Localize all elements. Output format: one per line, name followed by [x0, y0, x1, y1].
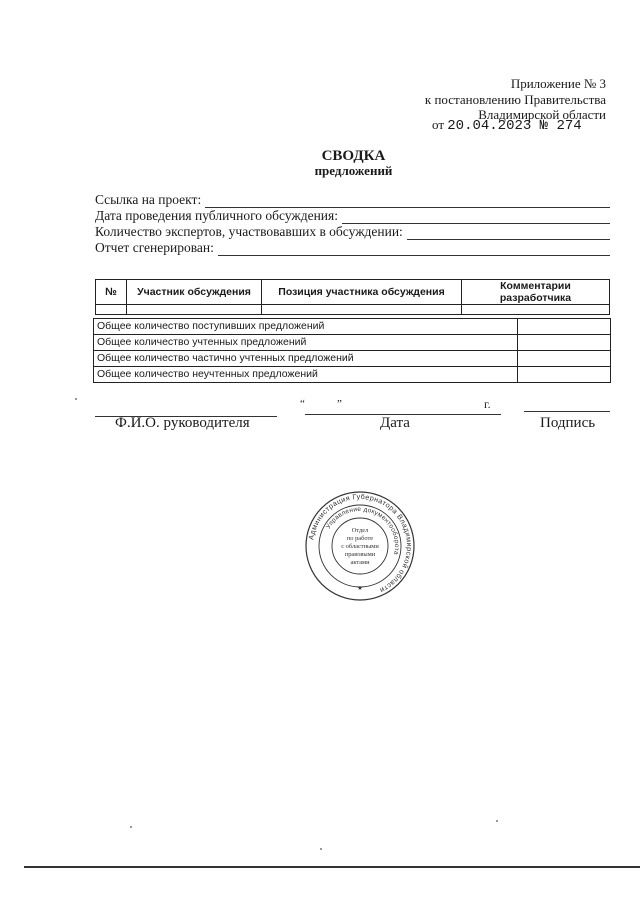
- fill-line[interactable]: [205, 194, 610, 208]
- scan-speck: [320, 848, 322, 850]
- official-seal-stamp: [304, 490, 416, 602]
- table-row: [96, 305, 610, 315]
- seal-center-line: по работе: [346, 535, 374, 542]
- table-cell[interactable]: [127, 305, 262, 315]
- seal-center-line: Отдел: [351, 527, 369, 534]
- sign-signature-line[interactable]: [524, 410, 610, 412]
- summary-value[interactable]: [518, 335, 611, 351]
- date-caption: Дата: [380, 415, 410, 431]
- summary-label: Общее количество неучтенных предложений: [94, 367, 518, 383]
- seal-center-line: актами: [350, 559, 370, 566]
- summary-label: Общее количество учтенных предложений: [94, 335, 518, 351]
- seal-center-line: с областными: [341, 543, 379, 550]
- table-cell[interactable]: [462, 305, 610, 315]
- appendix-date: [432, 117, 582, 134]
- summary-table: [93, 318, 611, 383]
- quote-open: “: [300, 398, 305, 410]
- proposals-table: [95, 279, 610, 315]
- scan-speck: [75, 398, 77, 400]
- field-label: Ссылка на проект:: [95, 192, 202, 207]
- field-discussion-date: [95, 208, 610, 224]
- col-number: №: [96, 280, 127, 305]
- table-row: [94, 351, 611, 367]
- summary-value[interactable]: [518, 319, 611, 335]
- col-position: Позиция участника обсуждения: [262, 280, 462, 305]
- seal-outer-text: Администрация Губернатора Владимирской области: [306, 491, 415, 596]
- date-prefix: от: [432, 117, 445, 132]
- seal-star-icon: ★: [357, 586, 363, 592]
- table-row: [94, 367, 611, 383]
- table-row: [94, 319, 611, 335]
- summary-value[interactable]: [518, 367, 611, 383]
- fill-line[interactable]: [218, 242, 610, 256]
- summary-value[interactable]: [518, 351, 611, 367]
- date-value: 20.04.2023 № 274: [447, 118, 582, 134]
- field-label: Количество экспертов, участвовавших в обсуждении:: [95, 224, 403, 239]
- manager-name-caption: Ф.И.О. руководителя: [115, 415, 250, 431]
- table-row: [94, 335, 611, 351]
- summary-label: Общее количество поступивших предложений: [94, 319, 518, 335]
- table-cell[interactable]: [96, 305, 127, 315]
- field-report-generated: [95, 240, 610, 256]
- col-participant: Участник обсуждения: [127, 280, 262, 305]
- quote-close: ”: [337, 398, 342, 410]
- field-experts-count: [95, 224, 610, 240]
- field-label: Дата проведения публичного обсуждения:: [95, 208, 338, 223]
- signature-caption: Подпись: [540, 415, 596, 431]
- seal-inner-text: Управление документооборота: [325, 505, 401, 556]
- fill-line[interactable]: [407, 226, 610, 240]
- year-suffix: г.: [484, 397, 491, 411]
- col-developer-comments: Комментарии разработчика: [462, 280, 610, 305]
- table-header-row: [96, 280, 610, 305]
- document-subtitle: предложений: [314, 163, 393, 178]
- table-cell[interactable]: [262, 305, 462, 315]
- appendix-resolution: к постановлению Правительства: [424, 92, 606, 107]
- summary-label: Общее количество частично учтенных предложений: [94, 351, 518, 367]
- seal-center-line: правовыми: [344, 551, 376, 558]
- bottom-rule: [24, 866, 640, 868]
- field-label: Отчет сгенерирован:: [95, 240, 214, 255]
- fill-line[interactable]: [342, 210, 610, 224]
- document-title: СВОДКА: [321, 148, 386, 164]
- field-project-link: [95, 192, 610, 208]
- appendix-region: Владимирской области: [478, 107, 606, 122]
- appendix-number: Приложение № 3: [510, 76, 606, 91]
- scan-speck: [130, 826, 132, 828]
- scan-speck: [496, 820, 498, 822]
